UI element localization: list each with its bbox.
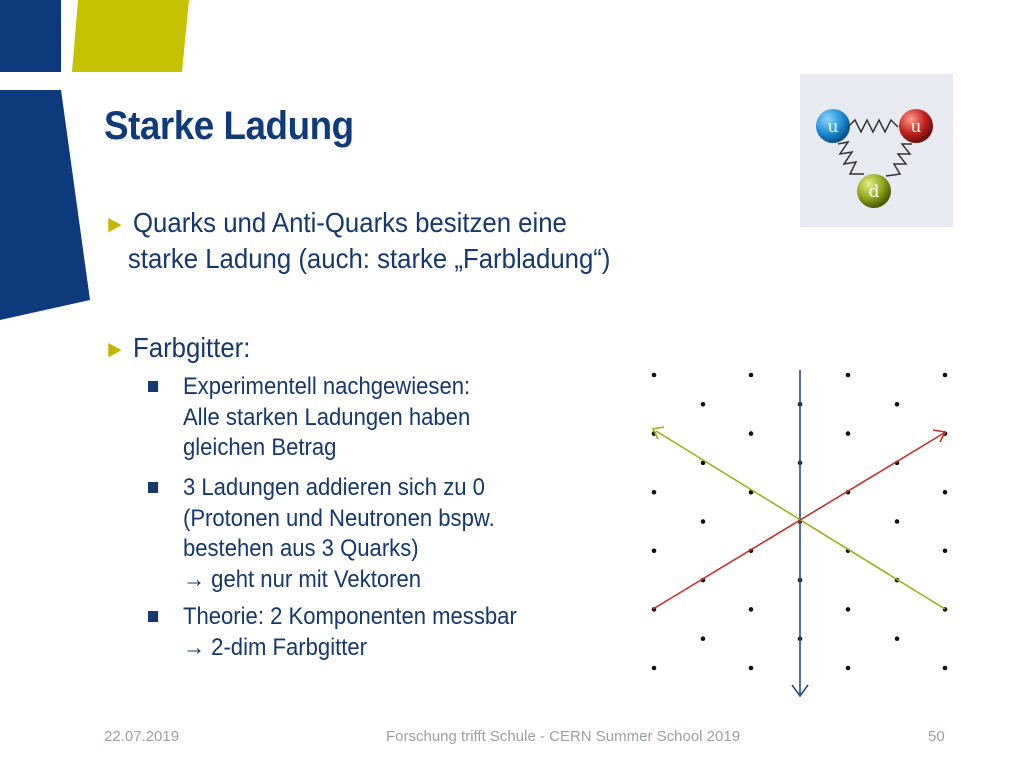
bullet-arrow-icon: ► xyxy=(104,336,126,363)
quark-label-u1: u xyxy=(827,117,839,137)
red-axis xyxy=(653,433,944,609)
navy-block-top xyxy=(0,0,61,72)
sub-bullet-text: (Protonen und Neutronen bspw. xyxy=(182,504,495,532)
sub-bullet-text: Experimentell nachgewiesen: xyxy=(182,373,471,400)
lattice-dot xyxy=(895,402,900,407)
lattice-dot xyxy=(701,519,706,524)
sub-bullet-text: → geht nur mit Vektoren xyxy=(182,565,422,593)
page-number: 50 xyxy=(928,728,945,745)
navy-block-bottom xyxy=(0,90,90,320)
quark-diagram xyxy=(800,74,953,227)
lattice-dot xyxy=(749,373,754,378)
lattice-dot xyxy=(652,666,657,671)
sub-bullet-text: → 2-dim Farbgitter xyxy=(182,633,368,661)
lattice-dot xyxy=(652,549,657,554)
bullet-text: starke Ladung (auch: starke „Farbladung“) xyxy=(127,243,611,274)
sub-bullet-ladungen xyxy=(148,473,553,595)
lattice-dot xyxy=(943,666,948,671)
lattice-dot xyxy=(749,431,754,436)
square-bullet-icon xyxy=(148,482,158,493)
sub-bullet-betrag xyxy=(148,372,553,464)
lattice-dot xyxy=(846,431,851,436)
lattice-dot xyxy=(846,607,851,612)
lattice-dot xyxy=(652,490,657,495)
gluon-spring-left xyxy=(838,142,864,174)
sub-bullet-text: Alle starken Ladungen haben xyxy=(182,403,471,431)
olive-block xyxy=(72,0,189,72)
slide-title: Starke Ladung xyxy=(104,104,354,148)
footer-date: 22.07.2019 xyxy=(104,728,180,745)
lattice-dot xyxy=(943,549,948,554)
lattice-dot xyxy=(652,373,657,378)
lattice-dot xyxy=(749,607,754,612)
color-lattice-diagram xyxy=(630,355,970,705)
sub-bullet-text: Theorie: 2 Komponenten messbar xyxy=(182,603,517,630)
bullet-farbgitter xyxy=(104,331,619,367)
sub-bullet-text: 3 Ladungen addieren sich zu 0 xyxy=(182,474,485,501)
sub-bullet-text: bestehen aus 3 Quarks) xyxy=(182,535,419,562)
lattice-dot xyxy=(701,636,706,641)
sub-bullet-text: gleichen Betrag xyxy=(182,434,337,461)
corner-decoration xyxy=(0,0,200,330)
bullet-arrow-icon: ► xyxy=(104,211,126,238)
quark-label-u2: u xyxy=(910,117,922,137)
gluon-spring-top xyxy=(848,120,898,132)
lattice-dot xyxy=(895,519,900,524)
bullet-text: Quarks und Anti-Quarks besitzen eine xyxy=(133,207,567,238)
footer-title: Forschung trifft Schule - CERN Summer School 2019 xyxy=(386,728,741,745)
square-bullet-icon xyxy=(148,611,158,622)
bullet-quarks xyxy=(104,206,619,276)
quark-label-d: d xyxy=(868,182,880,202)
square-bullet-icon xyxy=(148,381,158,392)
lattice-dot xyxy=(846,373,851,378)
gluon-spring-right xyxy=(886,144,912,176)
lattice-dot xyxy=(943,490,948,495)
lattice-dot xyxy=(749,666,754,671)
sub-bullet-theorie xyxy=(148,602,553,663)
bullet-text: Farbgitter: xyxy=(133,332,251,363)
lattice-dot xyxy=(701,402,706,407)
lattice-dot xyxy=(846,666,851,671)
quark-triangle-image xyxy=(800,74,953,227)
lattice-dot xyxy=(895,636,900,641)
lattice-dot xyxy=(943,373,948,378)
